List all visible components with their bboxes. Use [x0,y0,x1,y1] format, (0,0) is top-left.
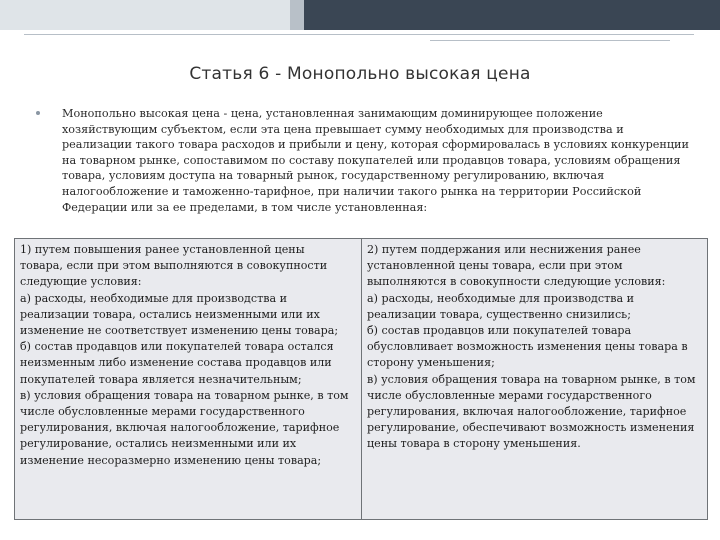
left-column-text: 1) путем повышения ранее установленной цены товара, если при этом выполняются в совокупности следующие условия: а) расходы, необходимые для производства и реализации товара, остались неизменными или их изменение не соответствует изменению цены товара; б) состав продавцов или покупателей товара остался неизменным либо изменение состава продавцов или покупателей товара является незначительным; в) условия обращения товара на товарном рынке, в том числе обусловленные мерами государственного регулирования, включая налогообложение, тарифное регулирование, остались неизменными или их изменение несоразмерно изменению цены товара; [20,243,349,467]
top-decor-accent [290,0,720,30]
top-decor-bar [0,0,720,30]
header-rule [24,34,694,35]
two-column-table [14,238,708,520]
slide-title: Статья 6 - Монопольно высокая цена [189,64,531,84]
right-column-text: 2) путем поддержания или неснижения ранее установленной цены товара, если при этом выполняются в совокупности следующие условия: а) расходы, необходимые для производства и реализации товара, существенно снизились; б) состав продавцов или покупателей товара обусловливает возможность изменения цены товара в сторону уменьшения; в) условия обращения товара на товарном рынке, в том числе обусловленные мерами государственного регулирования, включая налогообложение, тарифное регулирование, обеспечивают возможность изменения цены товара в сторону уменьшения. [367,243,696,451]
header-rule-short [430,40,670,41]
bullet-dot-icon [36,111,40,115]
intro-text: Монопольно высокая цена - цена, установленная занимающим доминирующее положение хозяйствующим субъектом, если эта цена превышает сумму необходимых для производства и реализации такого товара расходов и прибыли и цену, которая сформировалась в условиях конкуренции на товарном рынке, сопоставимом по составу покупателей или продавцов товара, условиям обращения товара, условиям доступа на товарный рынок, государственному регулированию, включая налогообложение и таможенно-тарифное, при наличии такого рынка на территории Российской Федерации или за ее пределами, в том числе установленная: [62,107,689,214]
intro-paragraph [44,106,694,215]
column-divider [361,239,362,519]
